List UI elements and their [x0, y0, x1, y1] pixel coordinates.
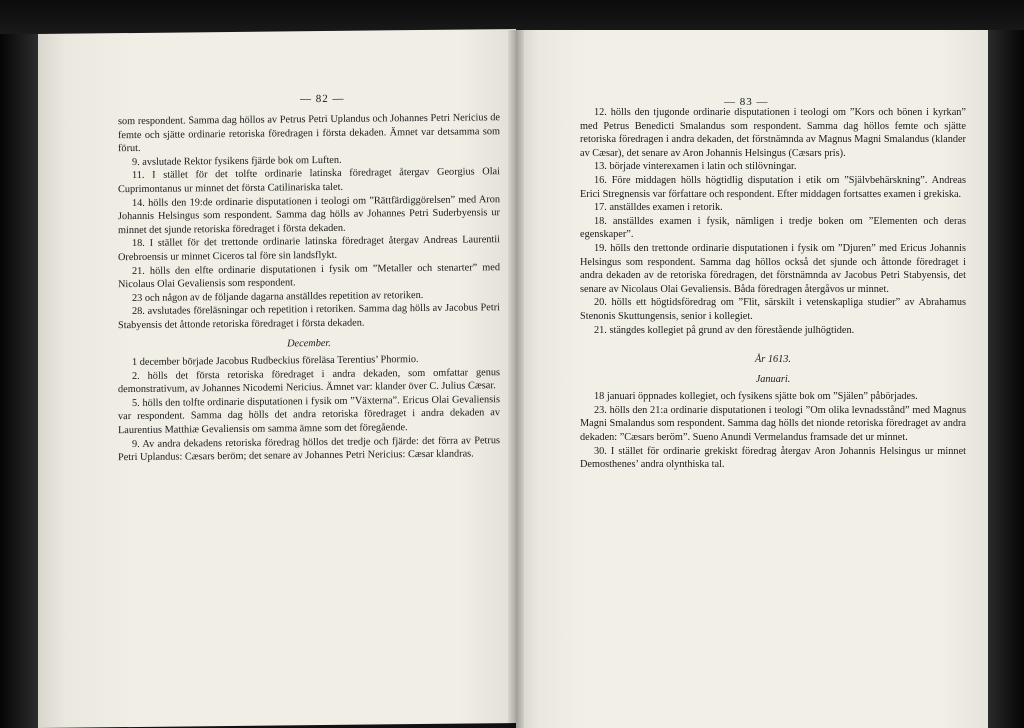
- month-heading: Januari.: [755, 373, 791, 385]
- paragraph: 21. hölls den elfte ordinarie disputationen i fysik om ”Metaller och stenarter” med Nicolaus Olai Gevaliensis som respondent.: [118, 261, 500, 291]
- book-left-edge: [0, 34, 38, 728]
- page-body: [580, 106, 966, 472]
- paragraph: 18. anställdes examen i fysik, nämligen i tredje boken om ”Elementen och deras egenskaper”.: [580, 215, 966, 241]
- paragraph: 14. hölls den 19:de ordinarie disputationen i teologi om ”Rättfärdiggörelsen” med Aron Johannis Helsingus som respondent. Samma dag hölls av Johannes Petri Suderbyensis ur minnet det sjunde retoriska föredraget i första dekaden.: [118, 193, 500, 236]
- paragraph: 19. hölls den trettonde ordinarie disputationen i fysik om ”Djuren” med Ericus Johannis Helsingus som respondent. Samma dag höllos också det sjunde och åttonde föredraget i andra dekaden av de retoriska föredragen, det förstnämnda av Jacobus Petri Stabyensis, det senare av Nicolaus Olai Gevaliensis. Båda föredragen återgåvos ur minnet.: [580, 242, 966, 295]
- section-heading: December.: [287, 337, 331, 349]
- paragraph: 17. anställdes examen i retorik.: [594, 202, 723, 214]
- paragraph: som respondent. Samma dag höllos av Petrus Petri Uplandus och Johannes Petri Nericius de femte och sjätte ordinarie retoriska föredragen i första dekaden. Ämnet var detsamma som förut.: [118, 112, 500, 155]
- paragraph: 9. Av andra dekadens retoriska föredrag höllos det tredje och fjärde: det förra av Petrus Petri Uplandus: Cæsars beröm; det senare av Johannes Petri Nericius: Cæsar klandras.: [118, 434, 500, 464]
- page-body: [118, 111, 500, 465]
- paragraph: 20. hölls ett högtidsföredrag om ”Flit, särskilt i vetenskapliga studier” av Abrahamus Stenonis Skuttungensis, senior i kollegiet.: [580, 297, 966, 322]
- paragraph: 23. hölls den 21:a ordinarie disputationen i teologi ”Om olika levnadsstånd” med Magnus Magni Smalandus som respondent. Samma dag hölls det nionde retoriska föredraget av andra dekaden: ”Cæsars beröm”. Sueno Anundi Vermelandus framsade det ur minnet.: [580, 404, 966, 444]
- page-number: — 82 —: [300, 92, 345, 106]
- paragraph: 28. avslutades föreläsningar och repetition i retoriken. Samma dag hölls av Jacobus Petri Stabyensis det åttonde retoriska föredraget i första dekaden.: [118, 302, 500, 332]
- paragraph: 18. I stället för det trettonde ordinarie latinska föredraget återgav Andreas Laurentii Orebroensis ur minnet Ciceros tal före sin landsflykt.: [118, 234, 500, 264]
- year-heading: År 1613.: [754, 354, 792, 366]
- left-page: [38, 29, 516, 728]
- paragraph: 1 december började Jacobus Rudbeckius föreläsa Terentius’ Phormio.: [132, 354, 419, 369]
- paragraph: 9. avslutade Rektor fysikens fjärde bok om Luften.: [132, 154, 342, 168]
- paragraph: 12. hölls den tjugonde ordinarie disputationen i teologi om ”Kors och bönen i kyrkan” med Petrus Benedicti Smalandus som respondent. Samma dag höllos femte och sjätte retoriska föredragen i andra dekaden, det förstnämnda av Magnus Magni Smalandus (klander av Cæsar), det senare av Aron Johannis Helsingus (Cæsars pris).: [580, 107, 966, 159]
- paragraph: 5. hölls den tolfte ordinarie disputationen i fysik om ”Växterna”. Ericus Olai Gevaliensis var respondent. Samma dag hölls det andra retoriska föredraget i andra dekaden av Laurentius Matthiæ Gevaliensis om samma ämne som det föregående.: [118, 394, 500, 437]
- paragraph: 16. Före middagen hölls högtidlig disputation i etik om ”Självbehärskning”. Andreas Erici Stregnensis var författare och respondent. Efter middagen fortsattes examen i grekiska.: [580, 174, 966, 200]
- book-gutter: [508, 30, 524, 728]
- book-right-edge: [988, 30, 1024, 728]
- paragraph: 23 och någon av de följande dagarna anställdes repetition av retoriken.: [132, 289, 424, 304]
- page-number: — 83 —: [724, 96, 769, 108]
- paragraph: 2. hölls det första retoriska föredraget i andra dekaden, som omfattar genus demonstrativum, av Johannes Nicodemi Nericius. Ämnet var: klander över C. Julius Cæsar.: [118, 366, 500, 396]
- paragraph: 30. I stället för ordinarie grekiskt föredrag återgav Aron Johannis Helsingus ur minnet Demosthenes’ andra olynthiska tal.: [580, 445, 966, 471]
- paragraph: 11. I stället för det tolfte ordinarie latinska föredraget återgav Georgius Olai Cuprimontanus ur minnet det första Catilinariska talet.: [118, 166, 500, 196]
- paragraph: 21. stängdes kollegiet på grund av den förestående julhögtiden.: [594, 324, 855, 336]
- paragraph: 18 januari öppnades kollegiet, och fysikens sjätte bok om ”Själen” påbörjades.: [594, 391, 918, 403]
- paragraph: 13. började vinterexamen i latin och stilövningar.: [594, 161, 797, 173]
- right-page: [516, 30, 988, 728]
